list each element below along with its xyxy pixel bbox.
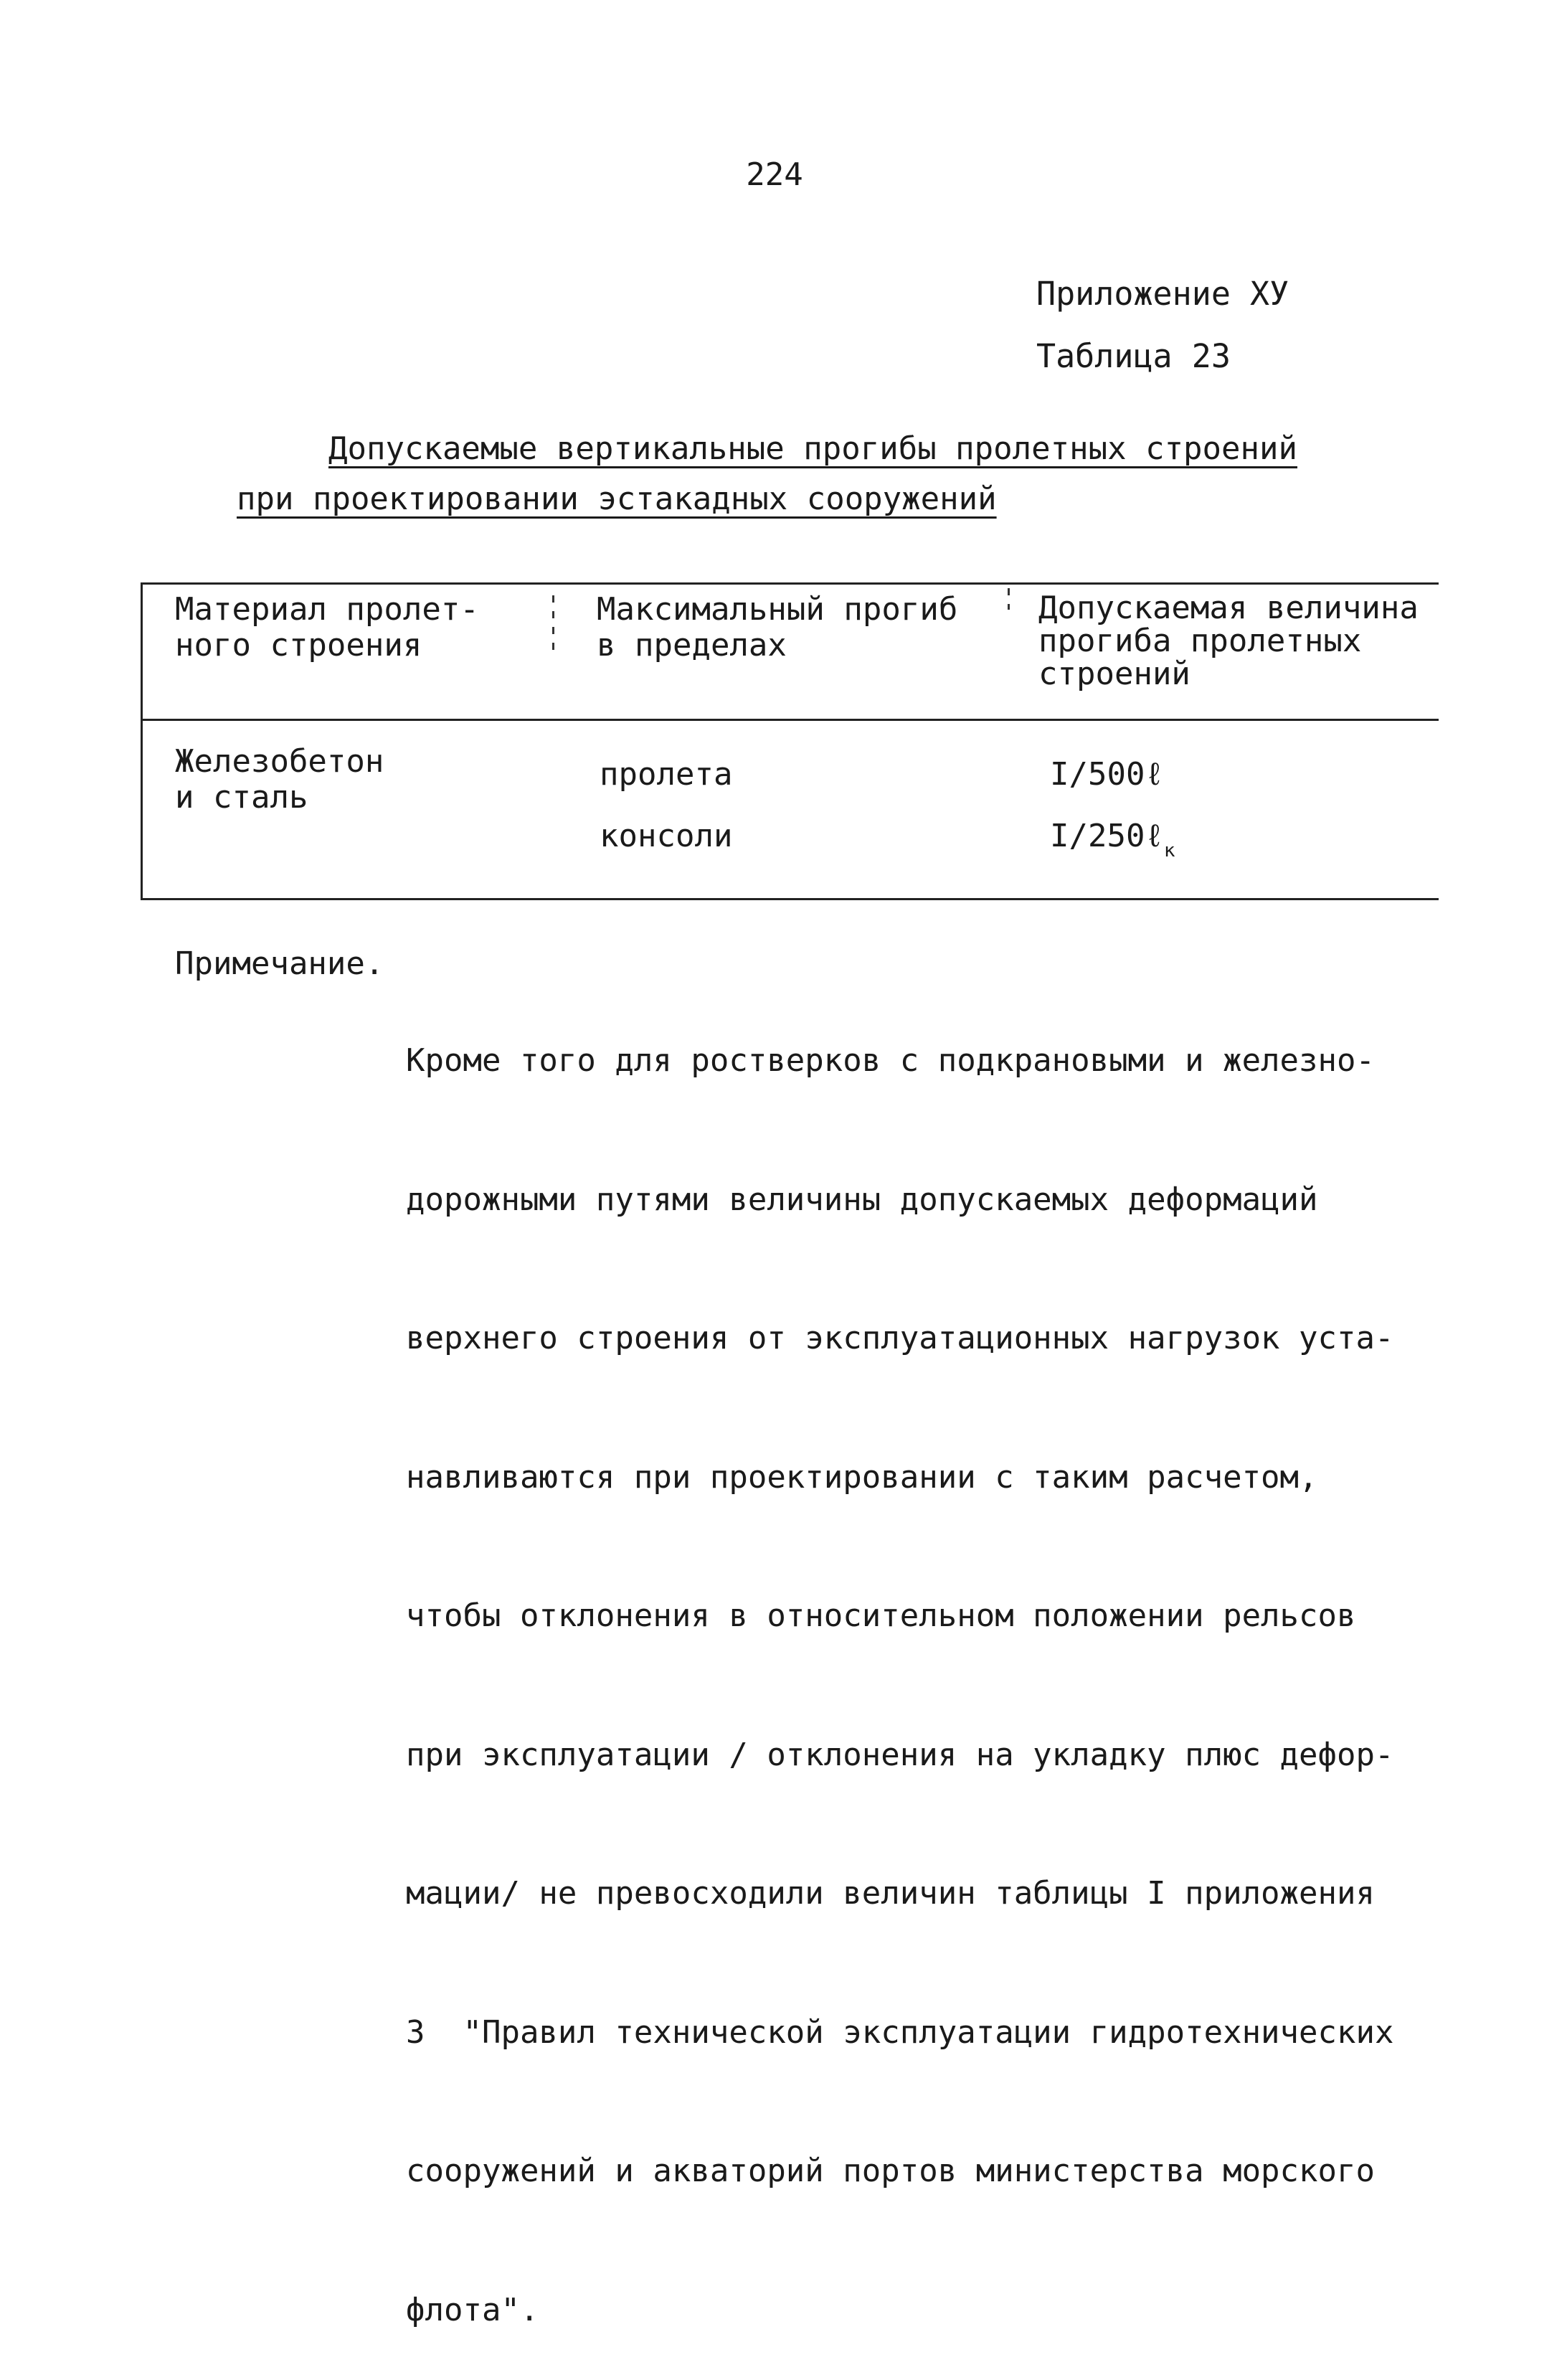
table-title-line-2: при проектировании эстакадных сооружений bbox=[237, 481, 997, 517]
table-column-divider-1 bbox=[552, 595, 554, 653]
note-line: Кроме того для ростверков с подкрановыми и железно- bbox=[406, 1042, 1376, 1079]
note-line: чтобы отклонения в относительном положении рельсов bbox=[406, 1597, 1356, 1634]
note-line: верхнего строения от эксплуатационных нагрузок уста- bbox=[406, 1320, 1394, 1356]
limit-span: пролета bbox=[600, 756, 733, 793]
note-line: флота". bbox=[406, 2291, 539, 2328]
value-span: I/500ℓ bbox=[1050, 756, 1164, 793]
table-left-border bbox=[141, 582, 143, 900]
table-number: Таблица 23 bbox=[1036, 337, 1231, 375]
header-material: Материал пролет- ного строения bbox=[175, 591, 479, 664]
note-text bbox=[406, 945, 1424, 2380]
note-line: мации/ не превосходили величин таблицы I приложения bbox=[406, 1875, 1376, 1912]
table-top-rule bbox=[141, 582, 1439, 585]
note-line: навливаются при проектировании с таким расчетом, bbox=[406, 1458, 1318, 1496]
table-cell-values bbox=[1050, 744, 1175, 872]
note-line: сооружений и акваторий портов министерства морского bbox=[406, 2153, 1376, 2189]
header-max-deflection: Максимальный прогиб в пределах bbox=[597, 591, 958, 664]
note-label: Примечание. bbox=[175, 945, 384, 982]
value-cantilever-subscript: к bbox=[1163, 840, 1175, 861]
appendix-label: Приложение ХУ bbox=[1036, 275, 1289, 313]
header-allowable-value: Допускаемая величина прогиба пролетных строений bbox=[1038, 590, 1419, 692]
table-header-rule bbox=[141, 719, 1439, 721]
note-line: дорожными путями величины допускаемых деформаций bbox=[406, 1181, 1318, 1218]
note-line: при эксплуатации / отклонения на укладку плюс дефор- bbox=[406, 1736, 1394, 1773]
table-column-divider-2 bbox=[1008, 588, 1010, 610]
table-title-line-1: Допускаемые вертикальные прогибы пролетных строений bbox=[328, 430, 1298, 467]
page-number: 224 bbox=[746, 156, 803, 193]
table-bottom-rule bbox=[141, 898, 1439, 900]
limit-cantilever: консоли bbox=[600, 818, 733, 854]
note-line: 3 "Правил технической эксплуатации гидротехнических bbox=[406, 2013, 1394, 2051]
table-cell-material: Железобетон и сталь bbox=[175, 743, 384, 816]
table-cell-limits bbox=[600, 744, 732, 867]
value-cantilever: I/250ℓ bbox=[1050, 818, 1164, 854]
